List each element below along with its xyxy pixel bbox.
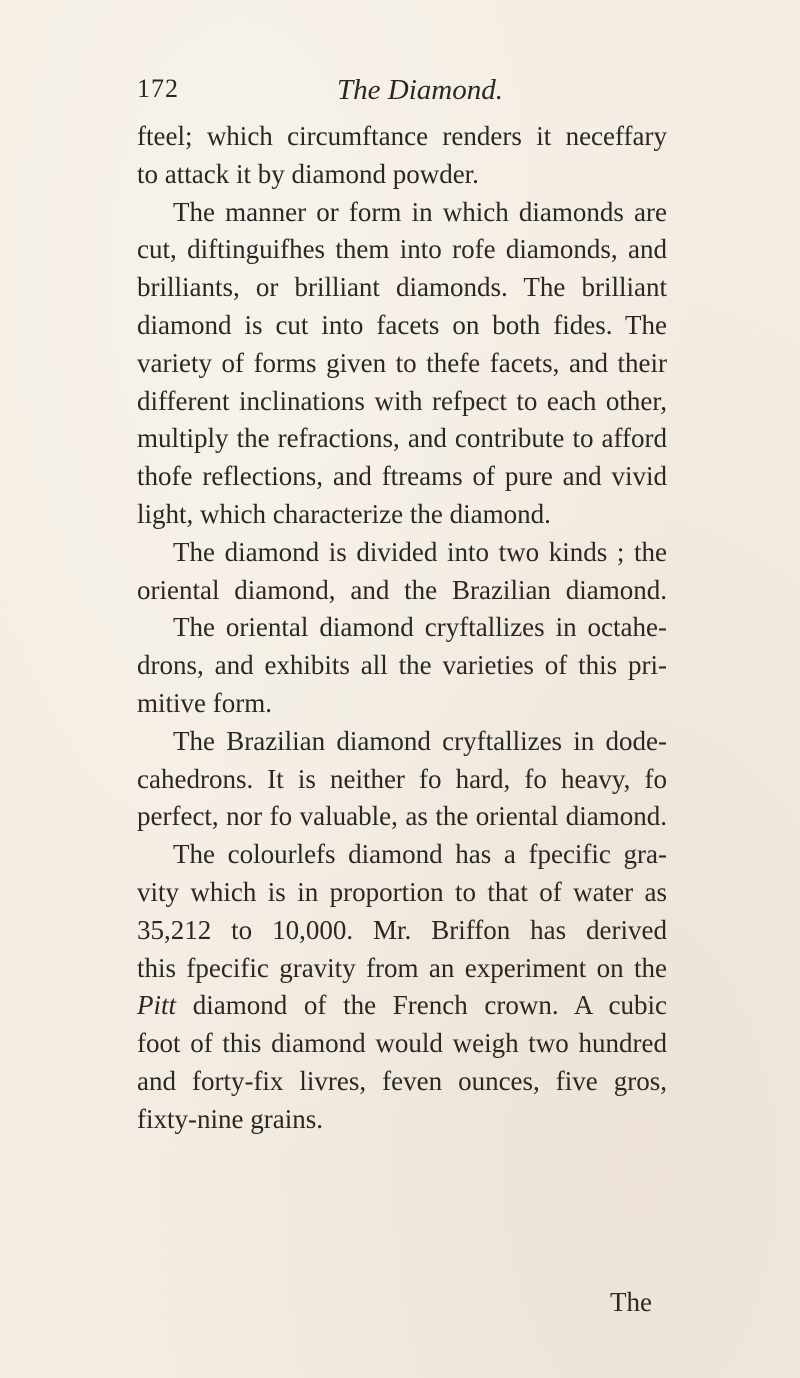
catchword: The [610,1287,652,1317]
text-line: The oriental diamond cryftallizes in octahe- [173,612,667,643]
text-line: this fpecific gravity from an experiment on the [137,952,667,983]
text-line: cahedrons. It is neither fo hard, fo heavy, fo [137,763,667,794]
text-line-rest: diamond of the French crown. A cubic [192,990,668,1021]
text-line: variety of forms given to thefe facets, and their [137,347,667,378]
text-line: brilliants, or brilliant diamonds. The brilliant [137,272,667,303]
text-line: 35,212 to 10,000. Mr. Briffon has derived [137,914,667,945]
body-text [137,118,667,1139]
text-line: cut, diftinguifhes them into rofe diamonds, and [137,234,667,265]
text-line: to attack it by diamond powder. [137,158,479,189]
text-line: The manner or form in which diamonds are [173,196,667,227]
text-line: fteel; which circumftance renders it neceffary [137,121,667,151]
text-line: and forty-fix livres, feven ounces, five gros, [137,1065,667,1096]
running-title: The Diamond. [337,74,503,106]
text-line: The colourlefs diamond has a fpecific gra- [173,839,667,870]
text-line: vity which is in proportion to that of water as [137,876,667,907]
text-line: different inclinations with refpect to each other, [137,385,667,416]
italic-word: Pitt [137,990,176,1021]
text-line: drons, and exhibits all the varieties of this pri- [137,650,667,681]
text-line-italic-lead [137,987,667,1025]
running-head [137,74,657,110]
text-line: thofe reflections, and ftreams of pure and vivid [137,461,667,492]
text-line: perfect, nor fo valuable, as the oriental diamond. [137,801,667,832]
text-line: light, which characterize the diamond. [137,498,551,529]
text-line: diamond is cut into facets on both fides. The [137,309,667,340]
text-line: oriental diamond, and the Brazilian diamond. [137,574,667,605]
text-line: fixty-nine grains. [137,1103,323,1134]
text-line: foot of this diamond would weigh two hundred [137,1028,667,1059]
text-line: The diamond is divided into two kinds ; the [173,536,667,567]
text-line: multiply the refractions, and contribute to afford [137,423,667,454]
text-line: The Brazilian diamond cryftallizes in dode- [173,725,667,756]
text-line: mitive form. [137,687,272,718]
page-number: 172 [137,74,179,103]
